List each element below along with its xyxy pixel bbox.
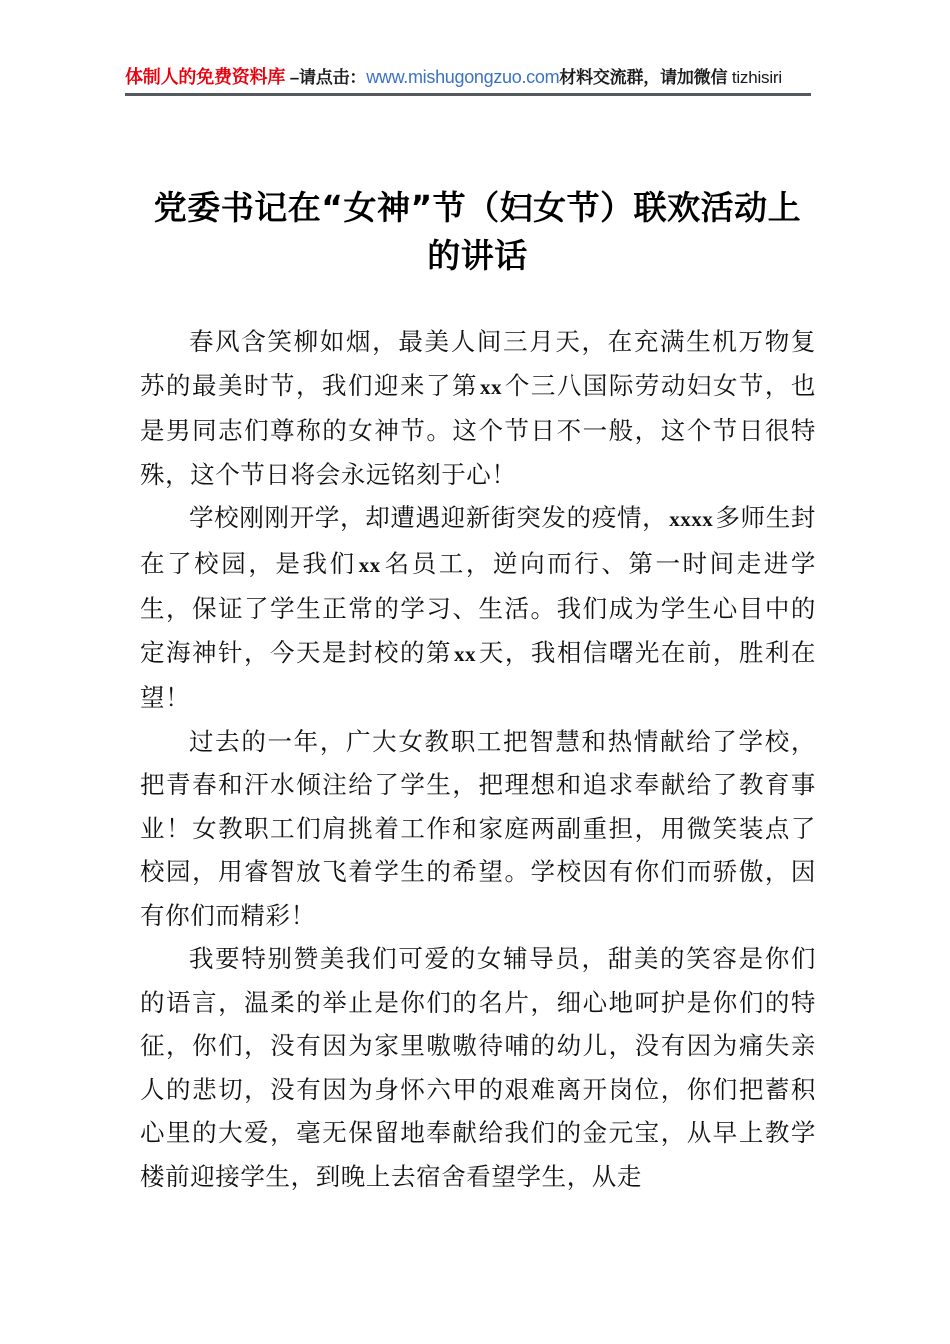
placeholder-token: xx xyxy=(358,552,381,577)
paragraph-text: 春风含笑柳如烟，最美人间三月天，在充满生机万物复苏的最美时节，我们迎来了第 xyxy=(140,327,816,400)
promo-library-label: 体制人的免费资料库 xyxy=(125,67,286,87)
page-title: 党委书记在“女神”节（妇女节）联欢活动上的讲话 xyxy=(153,188,802,276)
paragraph-text: 过去的一年，广大女教职工把智慧和热情献给了学校，把青春和汗水倾注给了学生，把理想和追求奉献给了教育事业！女教职工们肩挑着工作和家庭两副重担，用微笑装点了校园，用睿智放飞着学生的希望。学校因有你们而骄傲，因有你们而精彩！ xyxy=(140,726,816,930)
promo-group-label: 材料交流群，请加微信 xyxy=(559,68,732,87)
body-paragraph xyxy=(140,937,816,1198)
body-paragraph xyxy=(140,496,816,720)
placeholder-token: xx xyxy=(480,374,502,399)
document-body xyxy=(140,320,816,1198)
promo-wechat-id: tizhisiri xyxy=(731,68,782,87)
paragraph-text: 天，我相信曙光在前，胜利在望！ xyxy=(140,637,816,712)
promo-click-label: –请点击： xyxy=(285,68,367,87)
banner-divider xyxy=(125,93,811,96)
paragraph-text: 个三八国际劳动妇女节，也是男同志们尊称的女神节。这个节日不一般，这个节日很特殊，这个节日将会永远铭刻于心！ xyxy=(140,370,816,489)
promo-url-link[interactable]: www.mishugongzuo.com xyxy=(366,67,560,87)
paragraph-text: 多师生封在了校园，是我们 xyxy=(140,503,816,578)
placeholder-token: xxxx xyxy=(669,507,714,531)
paragraph-text: 我要特别赞美我们可爱的女辅导员，甜美的笑容是你们的语言，温柔的举止是你们的名片，细心地呵护是你们的特征，你们，没有因为家里嗷嗷待哺的幼儿，没有因为痛失亲人的悲切，没有因为身怀六甲的艰难离开岗位，你们把蓄积心里的大爱，毫无保留地奉献给我们的金元宝，从早上教学楼前迎接学生，到晚上去宿舍看望学生，从走 xyxy=(140,944,816,1191)
body-paragraph xyxy=(140,320,816,496)
paragraph-text: 名员工，逆向而行、第一时间走进学生，保证了学生正常的学习、生活。我们成为学生心目中的定海神针，今天是封校的第 xyxy=(140,548,816,667)
paragraph-text: 学校刚刚开学，却遭遇迎新街突发的疫情， xyxy=(189,503,668,532)
body-paragraph xyxy=(140,720,816,938)
placeholder-token: xx xyxy=(454,641,476,666)
promo-banner xyxy=(125,62,811,96)
